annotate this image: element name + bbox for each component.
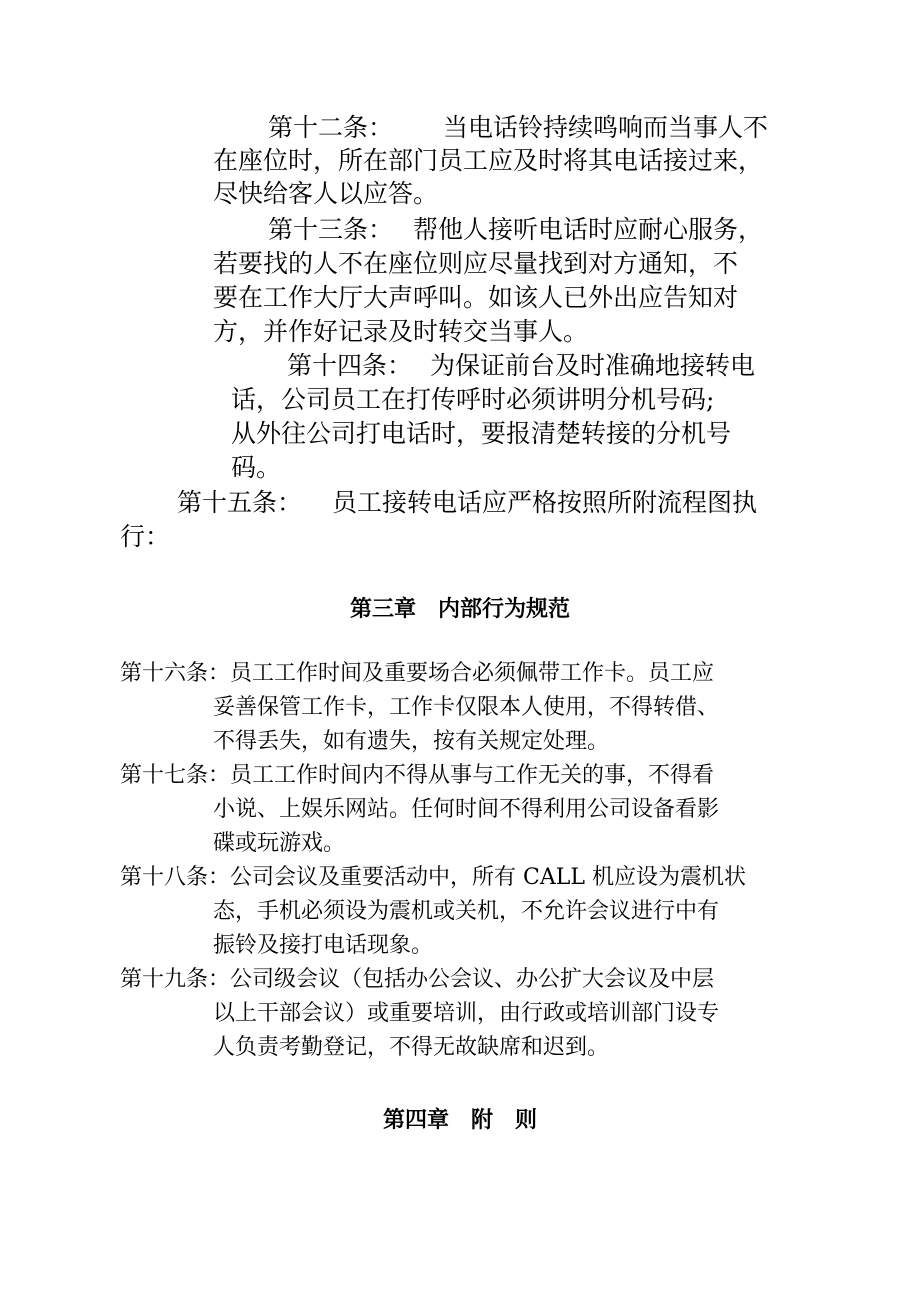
article-label: 第十三条： xyxy=(268,215,394,244)
article-line: 要在工作大厅大声呼叫。如该人已外出应告知对 xyxy=(213,283,739,312)
article-line: 第十三条： 帮他人接听电话时应耐心服务， xyxy=(268,215,764,244)
article-label: 第十七条： xyxy=(120,763,231,788)
article-label: 第十二条： xyxy=(268,113,394,142)
article-label: 第十四条： xyxy=(287,351,413,380)
article-label: 第十五条： xyxy=(177,488,303,517)
article-line: 第十五条： 员工接转电话应严格按照所附流程图执 xyxy=(177,488,758,517)
article-line: 人负责考勤登记，不得无故缺席和迟到。 xyxy=(213,1035,610,1060)
article-line: 尽快给客人以应答。 xyxy=(213,179,439,208)
article-line: 第十四条： 为保证前台及时准确地接转电 xyxy=(287,351,756,380)
article-line: 以上干部会议）或重要培训，由行政或培训部门设专 xyxy=(213,1001,720,1026)
article-line: 振铃及接打电话现象。 xyxy=(213,933,434,958)
chapter-3-heading: 第三章 内部行为规范 xyxy=(349,597,570,622)
article-line: 话，公司员工在打传呼时必须讲明分机号码; xyxy=(231,385,715,414)
article-line: 从外往公司打电话时，要报清楚转接的分机号 xyxy=(231,419,732,448)
article-line: 行： xyxy=(120,522,171,551)
article-line: 第十七条：员工工作时间内不得从事与工作无关的事，不得看 xyxy=(120,763,715,788)
article-line: 妥善保管工作卡，工作卡仅限本人使用，不得转借、 xyxy=(213,695,720,720)
article-label: 第十八条： xyxy=(120,865,231,890)
article-line: 第十八条：公司会议及重要活动中，所有 CALL 机应设为震机状 xyxy=(120,865,746,890)
article-line: 第十六条：员工工作时间及重要场合必须佩带工作卡。员工应 xyxy=(120,661,715,686)
article-line: 小说、上娱乐网站。任何时间不得利用公司设备看影 xyxy=(213,797,720,822)
article-label: 第十六条： xyxy=(120,661,231,686)
chapter-4-heading: 第四章 附 则 xyxy=(382,1108,537,1133)
article-line: 态，手机必须设为震机或关机，不允许会议进行中有 xyxy=(213,899,720,924)
article-line: 方，并作好记录及时转交当事人。 xyxy=(213,317,589,346)
article-line: 不得丢失，如有遗失，按有关规定处理。 xyxy=(213,729,610,754)
article-label: 第十九条： xyxy=(120,967,231,992)
article-line: 第十九条：公司级会议（包括办公会议、办公扩大会议及中层 xyxy=(120,967,715,992)
article-line: 码。 xyxy=(231,453,282,482)
article-line: 第十二条： 当电话铃持续鸣响而当事人不 xyxy=(268,113,769,142)
article-line: 若要找的人不在座位则应尽量找到对方通知，不 xyxy=(213,249,739,278)
article-line: 碟或玩游戏。 xyxy=(213,831,346,856)
article-line: 在座位时，所在部门员工应及时将其电话接过来， xyxy=(213,146,764,175)
